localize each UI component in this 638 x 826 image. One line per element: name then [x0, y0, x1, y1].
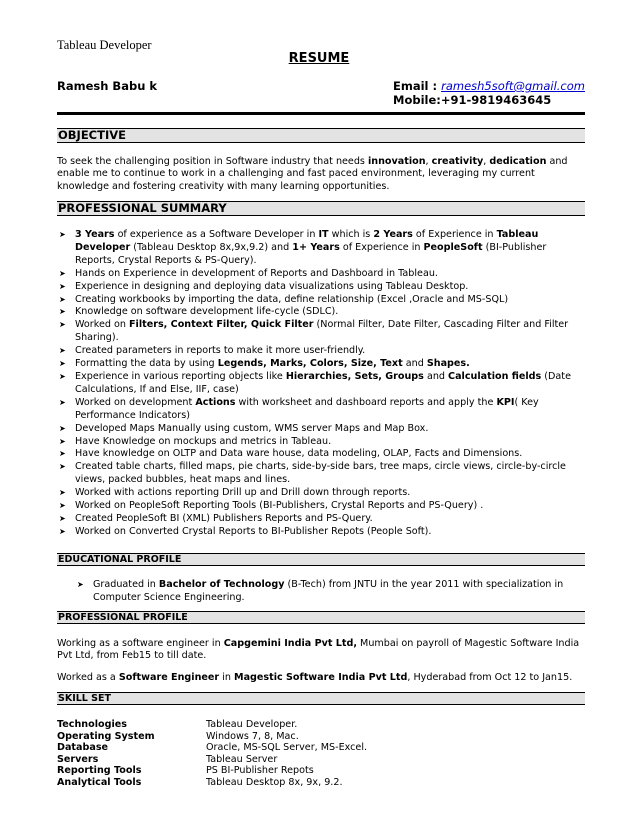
education-item: [75, 579, 588, 605]
emphasis-text: 1+ Years: [292, 241, 340, 253]
skill-category: Analytical Tools: [57, 776, 142, 788]
skill-category: Servers: [57, 753, 99, 765]
emphasis-text: dedication: [489, 156, 547, 167]
body-text: of experience as a Software Developer in: [114, 229, 319, 240]
skill-value: Tableau Server: [206, 753, 278, 765]
summary-item: [57, 281, 585, 294]
body-text: Worked on PeopleSoft Reporting Tools (BI-Publishers, Crystal Reports and PS-Query) .: [75, 500, 484, 512]
section-skill-set: SKILL SET: [57, 692, 585, 705]
body-text: (Date Calculations, If and Else, IIF, case): [75, 370, 571, 395]
summary-item: [57, 500, 585, 513]
bullet-arrow-icon: ➤: [59, 307, 66, 317]
body-text: Graduated in: [93, 579, 159, 590]
skill-value: Tableau Developer.: [206, 719, 298, 730]
bullet-arrow-icon: ➤: [59, 513, 66, 523]
body-text: (BI-Publisher Reports, Crystal Reports & PS-Query).: [75, 241, 547, 266]
body-text: Experience in various reporting objects like: [75, 370, 286, 382]
body-text: and: [423, 370, 449, 382]
summary-item: [57, 358, 585, 371]
summary-item: [57, 268, 585, 281]
skill-category: Technologies: [57, 719, 127, 730]
emphasis-text: Tableau Developer: [75, 229, 539, 253]
bullet-arrow-icon: ➤: [59, 526, 66, 536]
bullet-arrow-icon: ➤: [59, 268, 66, 278]
emphasis-text: Bachelor of Technology: [158, 579, 285, 590]
body-text: Created PeopleSoft BI (XML) Publishers Reports and PS-Query.: [75, 512, 373, 524]
summary-item: [57, 294, 585, 307]
body-text: Experience in designing and deploying data visualizations using Tableau Desktop.: [75, 280, 469, 292]
section-objective: OBJECTIVE: [57, 128, 585, 143]
resume-title: RESUME: [288, 51, 350, 66]
skill-row: [57, 777, 367, 789]
body-text: Have Knowledge on mockups and metrics in Tableau.: [75, 435, 332, 447]
body-text: Hands on Experience in development of Reports and Dashboard in Tableau.: [75, 267, 438, 279]
body-text: Created table charts, filled maps, pie charts, side-by-side bars, tree maps, circle views, circle-by-circle views, packed bubbles, heat maps and lines.: [75, 461, 566, 486]
skill-value: Oracle, MS-SQL Server, MS-Excel.: [206, 742, 368, 754]
skill-category: Database: [57, 742, 109, 754]
body-text: and enable me to continue to work in a challenging and fast paced environment, leveraging my current knowledge and fostering creativity with many learning opportunities.: [57, 156, 568, 192]
skill-value: Windows 7, 8, Mac.: [206, 730, 299, 742]
bullet-arrow-icon: ➤: [59, 346, 66, 356]
skill-value: Tableau Desktop 8x, 9x, 9.2.: [206, 776, 343, 788]
header-divider: [57, 112, 585, 115]
bullet-arrow-icon: ➤: [59, 281, 66, 291]
candidate-name: Ramesh Babu k: [57, 79, 158, 93]
body-text: which is: [328, 229, 374, 240]
body-text: with worksheet and dashboard reports and apply the: [235, 396, 497, 408]
bullet-arrow-icon: ➤: [59, 436, 66, 446]
profile-text-1: [57, 638, 585, 663]
body-text: ,: [425, 156, 432, 167]
body-text: , Hyderabad from Oct 12 to Jan15.: [407, 672, 573, 683]
emphasis-text: Actions: [195, 396, 236, 408]
bullet-arrow-icon: ➤: [59, 359, 66, 369]
profile-text-2: [57, 672, 585, 684]
emphasis-text: Capgemini India Pvt Ltd,: [223, 638, 357, 649]
body-text: (Tableau Desktop 8x,9x,9.2) and: [130, 241, 293, 253]
summary-item: [57, 436, 585, 449]
skill-category: Operating System: [57, 730, 155, 742]
page-header-role: Tableau Developer: [57, 38, 152, 52]
body-text: Developed Maps Manually using custom, WMS server Maps and Map Box.: [75, 422, 429, 434]
body-text: Worked on: [75, 319, 129, 331]
emphasis-text: creativity: [431, 156, 484, 167]
emphasis-text: Legends, Marks, Colors, Size, Text: [217, 358, 403, 370]
bullet-arrow-icon: ➤: [59, 294, 66, 304]
body-text: of Experience in: [339, 241, 424, 253]
skill-row: [57, 719, 367, 731]
emphasis-text: 3 Years: [75, 229, 115, 240]
body-text: Mumbai on payroll of Magestic Software India Pvt Ltd, from Feb15 to till date.: [57, 638, 580, 662]
summary-item: [57, 461, 585, 487]
bullet-arrow-icon: ➤: [59, 449, 66, 459]
section-educational-profile: EDUCATIONAL PROFILE: [57, 553, 585, 566]
summary-item: [57, 371, 585, 397]
summary-item: [57, 487, 585, 500]
emphasis-text: Calculation fields: [448, 370, 542, 382]
emphasis-text: IT: [318, 229, 329, 240]
body-text: in: [219, 672, 235, 683]
body-text: ,: [483, 156, 490, 167]
emphasis-text: PeopleSoft: [423, 241, 483, 253]
body-text: Knowledge on software development life-cycle (SDLC).: [75, 306, 339, 318]
bullet-arrow-icon: ➤: [59, 488, 66, 498]
skills-table: [57, 719, 367, 789]
body-text: ( Key Performance Indicators): [75, 396, 539, 421]
body-text: and: [402, 358, 427, 370]
email-link[interactable]: ramesh5soft@gmail.com: [441, 79, 585, 93]
section-professional-profile: PROFESSIONAL PROFILE: [57, 611, 585, 624]
summary-item: [57, 319, 585, 345]
body-text: Worked with actions reporting Drill up and Drill down through reports.: [75, 487, 411, 499]
bullet-arrow-icon: ➤: [59, 320, 66, 330]
body-text: Have knowledge on OLTP and Data ware house, data modeling, OLAP, Facts and Dimensions.: [75, 448, 523, 460]
emphasis-text: innovation: [367, 156, 426, 167]
objective-text: [57, 156, 585, 193]
bullet-arrow-icon: ➤: [59, 230, 66, 239]
mobile-number: Mobile:+91-9819463645: [393, 93, 552, 107]
body-text: (Normal Filter, Date Filter, Cascading Filter and Filter Sharing).: [75, 319, 569, 344]
bullet-arrow-icon: ➤: [59, 462, 66, 472]
email-label: Email :: [393, 79, 442, 93]
skill-row: [57, 765, 367, 777]
education-text: [93, 579, 563, 603]
summary-item: [57, 423, 585, 436]
summary-item: [57, 345, 585, 358]
body-text: Formatting the data by using: [75, 358, 218, 370]
bullet-arrow-icon: ➤: [59, 397, 66, 407]
summary-item: [57, 306, 585, 319]
emphasis-text: KPI: [496, 396, 515, 408]
skill-row: [57, 754, 367, 766]
body-text: To seek the challenging position in Software industry that needs: [57, 156, 368, 167]
bullet-arrow-icon: ➤: [59, 423, 66, 433]
summary-item: [57, 397, 585, 423]
body-text: (B-Tech) from JNTU in the year 2011 with specialization in Computer Science Engineering.: [93, 579, 564, 603]
skill-row: [57, 731, 367, 743]
body-text: Created parameters in reports to make it more user-friendly.: [75, 345, 366, 357]
emphasis-text: Filters, Context Filter, Quick Filter: [129, 319, 314, 331]
emphasis-text: Software Engineer: [118, 672, 220, 683]
skill-category: Reporting Tools: [57, 765, 142, 777]
summary-item: [57, 513, 585, 526]
emphasis-text: Magestic Software India Pvt Ltd: [234, 672, 408, 683]
skill-row: [57, 742, 367, 754]
emphasis-text: Shapes.: [426, 358, 470, 370]
summary-item: [57, 448, 585, 461]
summary-item: [57, 526, 585, 539]
body-text: Working as a software engineer in: [57, 638, 224, 649]
bullet-arrow-icon: ➤: [77, 580, 84, 589]
body-text: of Experience in: [412, 229, 497, 240]
summary-list: [57, 229, 585, 539]
body-text: Worked as a: [57, 672, 119, 683]
emphasis-text: Hierarchies, Sets, Groups: [285, 370, 424, 382]
skill-value: PS BI-Publisher Repots: [206, 765, 314, 777]
body-text: Worked on development: [75, 396, 196, 408]
contact-block: [393, 79, 585, 107]
body-text: Creating workbooks by importing the data, define relationship (Excel ,Oracle and MS-SQL): [75, 293, 509, 305]
bullet-arrow-icon: ➤: [59, 501, 66, 511]
bullet-arrow-icon: ➤: [59, 371, 66, 381]
emphasis-text: 2 Years: [373, 229, 413, 240]
summary-item: [57, 229, 585, 268]
section-professional-summary: PROFESSIONAL SUMMARY: [57, 201, 585, 216]
body-text: Worked on Converted Crystal Reports to BI-Publisher Repots (People Soft).: [75, 525, 432, 537]
